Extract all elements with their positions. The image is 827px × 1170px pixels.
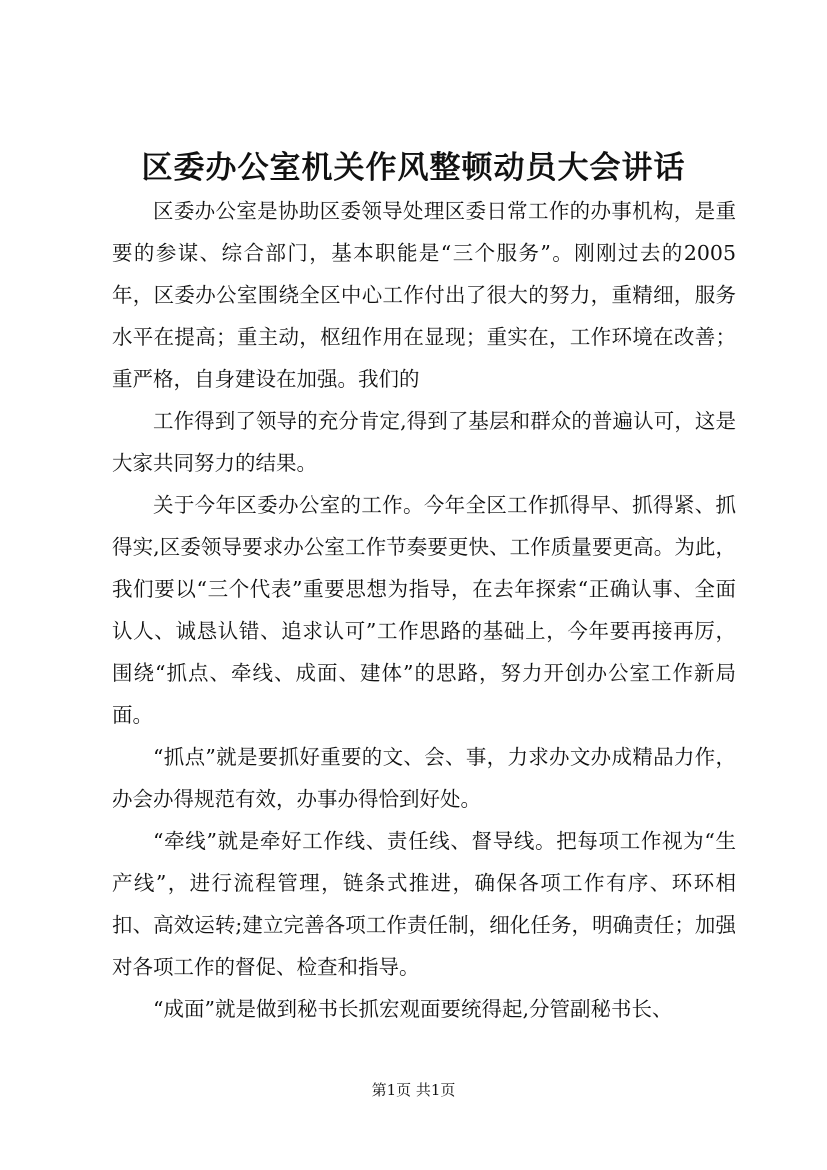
paragraph: “牵线”就是牵好工作线、责任线、督导线。把每项工作视为“生产线”，进行流程管理，链条式推进，确保各项工作有序、环环相扣、高效运转;建立完善各项工作责任制，细化任务，明确责任；加强对各项工作的督促、检查和指导。 [112,829,736,979]
paragraph: “抓点”就是要抓好重要的文、会、事，力求办文办成精品力作，办会办得规范有效，办事办得恰到好处。 [112,745,736,811]
paragraph: “成面”就是做到秘书长抓宏观面要统得起,分管副秘书长、 [153,997,673,1021]
page-footer: 第1页 共1页 [371,1081,456,1099]
document-body [112,190,736,1030]
document-title: 区委办公室机关作风整顿动员大会讲话 [141,150,686,186]
paragraph: 区委办公室是协助区委领导处理区委日常工作的办事机构，是重要的参谋、综合部门，基本职能是“三个服务”。刚刚过去的2005年，区委办公室围绕全区中心工作付出了很大的努力，重精细，服务水平在提高；重主动，枢纽作用在显现；重实在，工作环境在改善；重严格，自身建设在加强。我们的 [112,199,736,391]
paragraph: 关于今年区委办公室的工作。今年全区工作抓得早、抓得紧、抓得实,区委领导要求办公室工作节奏要更快、工作质量要更高。为此，我们要以“三个代表”重要思想为指导，在去年探索“正确认事、全面认人、诚恳认错、追求认可”工作思路的基础上，今年要再接再厉，围绕“抓点、牵线、成面、建体”的思路，努力开创办公室工作新局面。 [112,493,736,727]
paragraph: 工作得到了领导的充分肯定,得到了基层和群众的普遍认可，这是大家共同努力的结果。 [112,409,736,475]
